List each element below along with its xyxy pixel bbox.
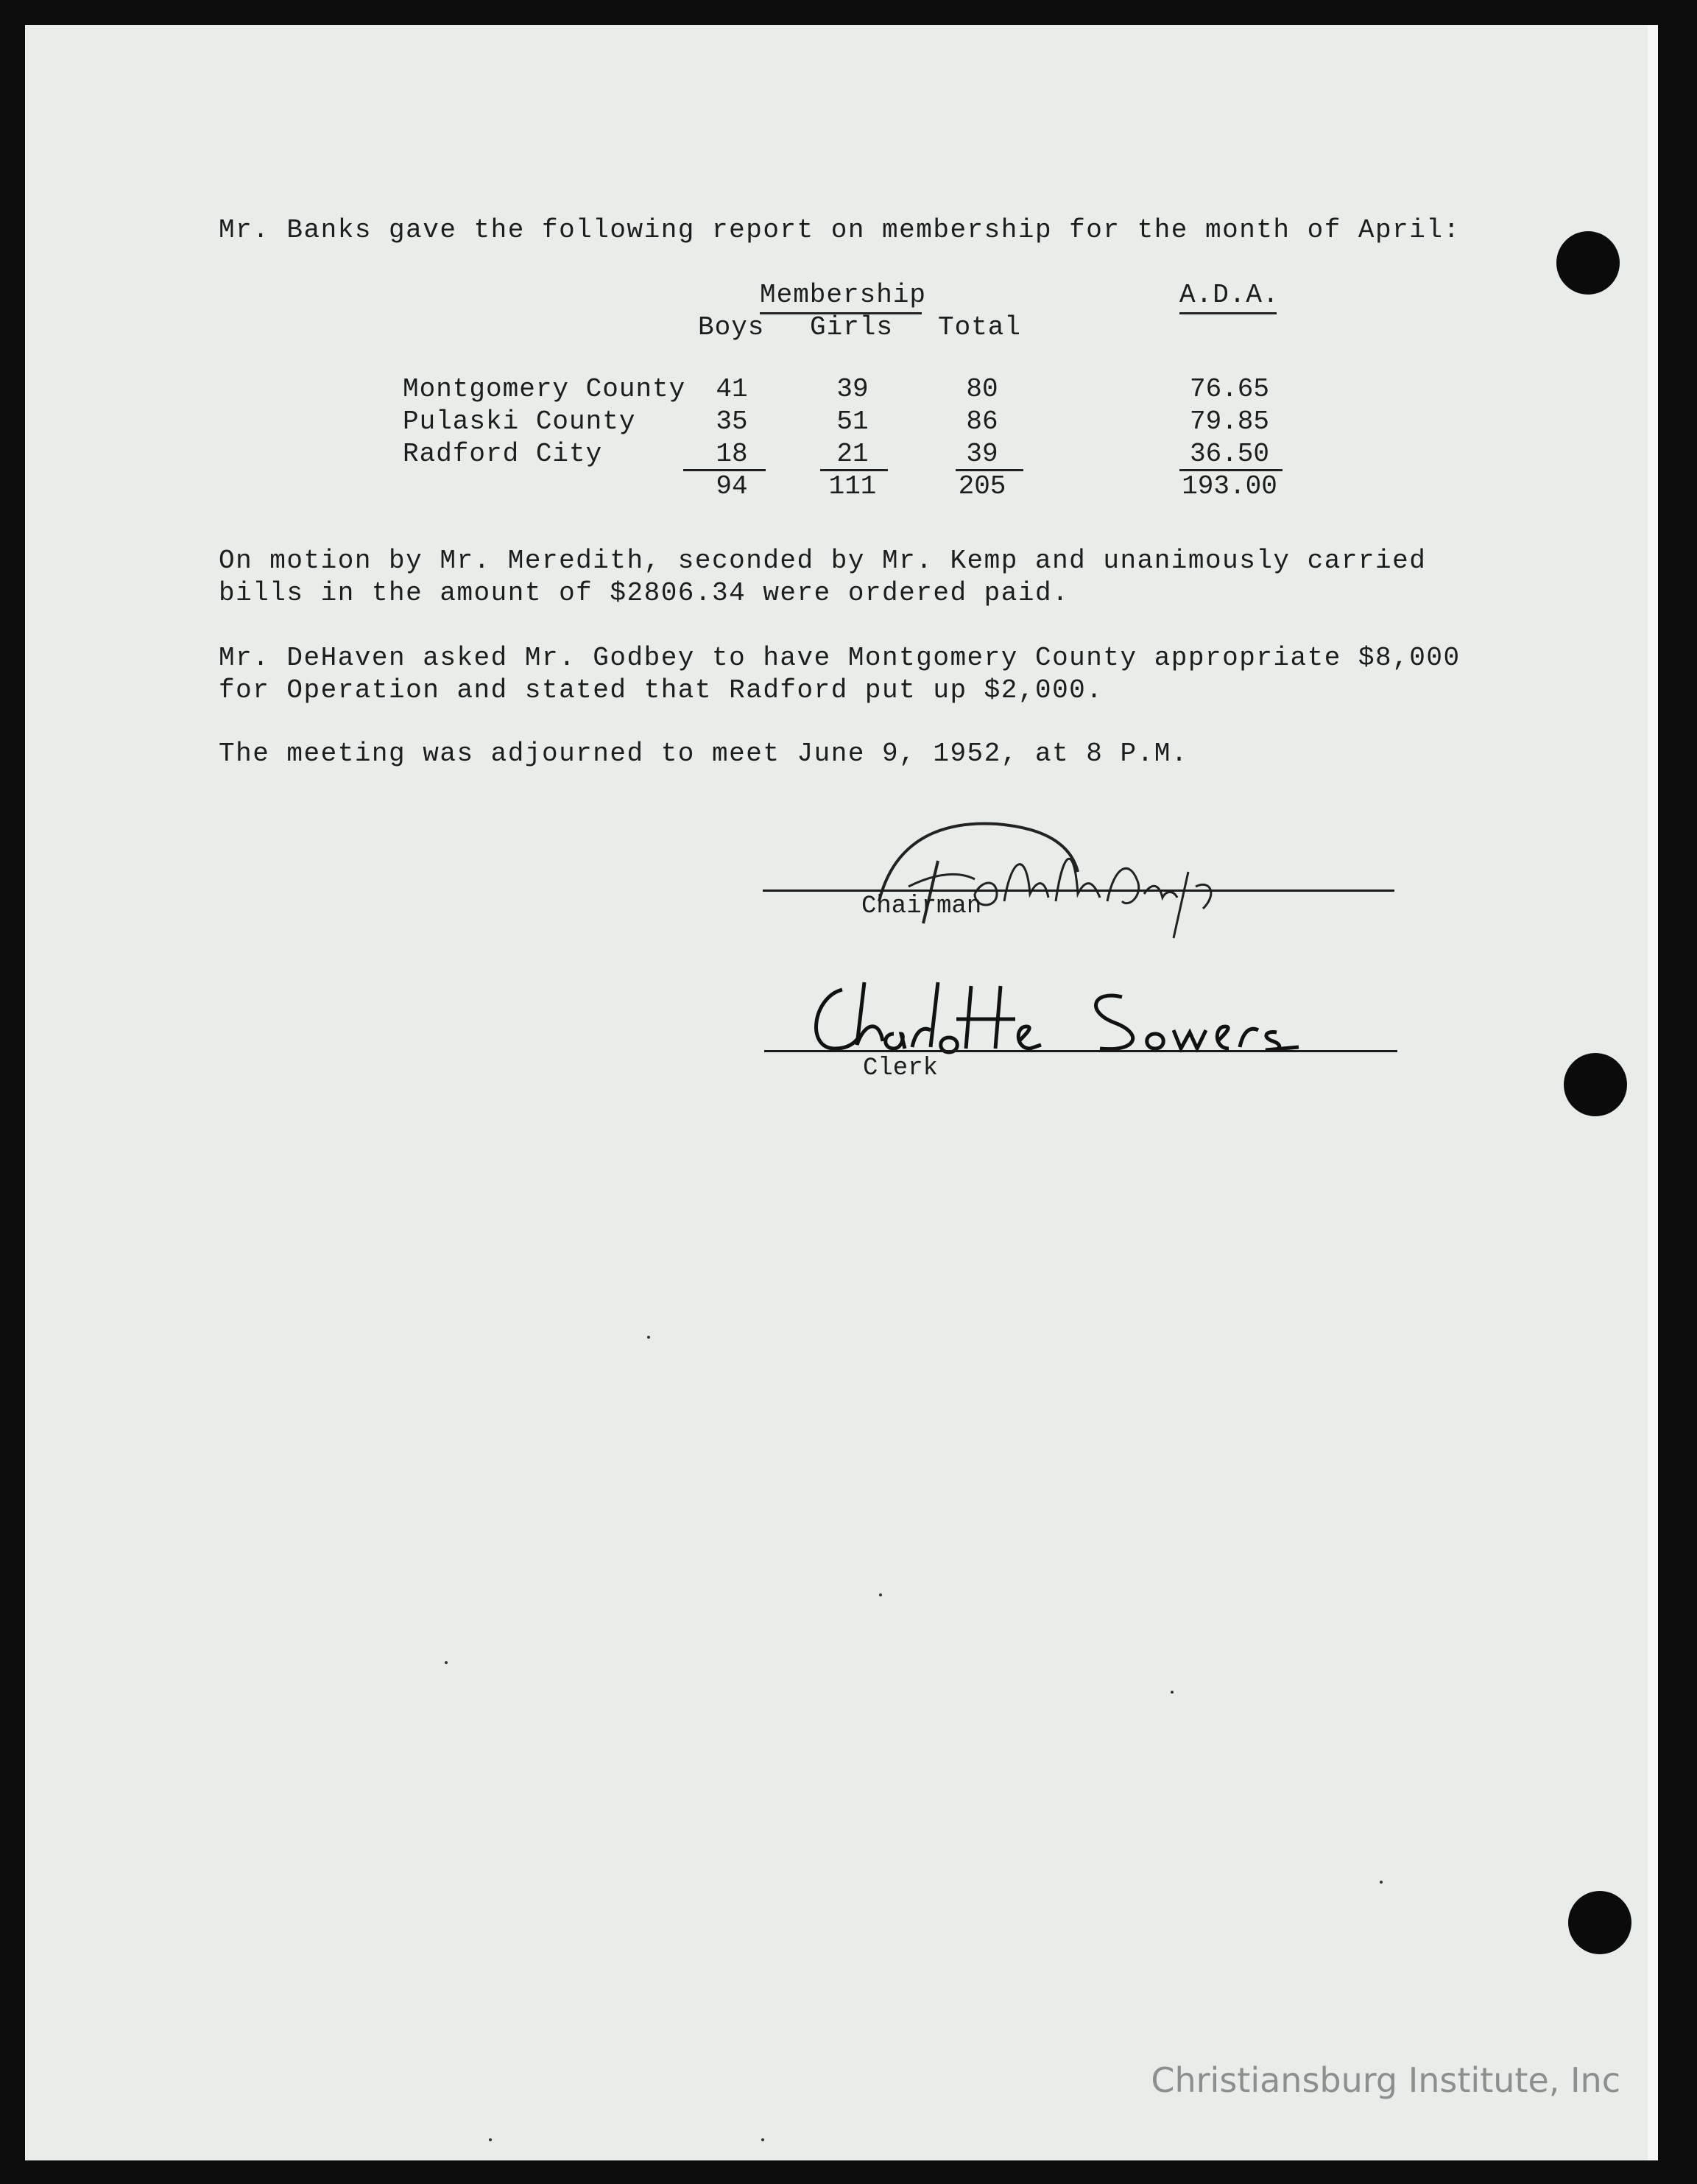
motion-line-1: On motion by Mr. Meredith, seconded by Mr. Kemp and unanimously carried [219, 546, 1427, 576]
paper-speck [1380, 1881, 1383, 1884]
watermark: Christiansburg Institute, Inc [1151, 2060, 1620, 2100]
cell-total: 39 [966, 439, 998, 469]
dehaven-line-1: Mr. DeHaven asked Mr. Godbey to have Montgomery County appropriate $8,000 [219, 643, 1461, 673]
col-header-boys: Boys [698, 312, 765, 342]
cell-ada: 36.50 [1189, 439, 1270, 469]
row-label-pulaski: Pulaski County [403, 406, 636, 437]
cell-girls: 21 [836, 439, 869, 469]
cell-ada: 76.65 [1189, 374, 1270, 404]
total-boys: 94 [716, 471, 748, 501]
punch-hole-top [1556, 231, 1620, 295]
total-ada: 193.00 [1182, 471, 1277, 501]
clerk-signature-line [764, 1050, 1397, 1052]
cell-girls: 51 [836, 406, 869, 437]
row-label-montgomery: Montgomery County [403, 374, 686, 404]
paper-speck [879, 1593, 882, 1596]
punch-hole-middle [1564, 1053, 1627, 1116]
ada-underline [1179, 312, 1277, 314]
total-total: 205 [958, 471, 1006, 501]
paper-speck [489, 2138, 492, 2141]
cell-girls: 39 [836, 374, 869, 404]
motion-paragraph [219, 545, 1426, 610]
intro-text: Mr. Banks gave the following report on membership for the month of April: [219, 215, 1461, 245]
motion-line-2: bills in the amount of $2806.34 were ordered paid. [219, 578, 1070, 608]
dehaven-line-2: for Operation and stated that Radford put up $2,000. [219, 675, 1104, 705]
cell-boys: 18 [716, 439, 748, 469]
chairman-signature-line [763, 890, 1394, 892]
ada-header: A.D.A. [1179, 280, 1280, 310]
clerk-label: Clerk [863, 1054, 939, 1082]
row-label-radford: Radford City [403, 439, 603, 469]
total-girls: 111 [828, 471, 877, 501]
cell-total: 80 [966, 374, 998, 404]
punch-hole-bottom [1568, 1891, 1631, 1954]
paper-speck [761, 2138, 764, 2141]
paper-speck [445, 1661, 448, 1664]
adjourn-line-1: The meeting was adjourned to meet June 9, 1952, at 8 P.M. [219, 739, 1188, 769]
chairman-signature [850, 791, 1291, 953]
cell-ada: 79.85 [1189, 406, 1270, 437]
cell-total: 86 [966, 406, 998, 437]
membership-header: Membership [760, 280, 927, 310]
col-header-girls: Girls [810, 312, 894, 342]
col-header-total: Total [938, 312, 1022, 342]
paper-speck [647, 1336, 650, 1339]
cell-boys: 41 [716, 374, 748, 404]
clerk-signature [791, 968, 1409, 1063]
paper-speck [1171, 1691, 1174, 1694]
cell-boys: 35 [716, 406, 748, 437]
document-page [25, 25, 1658, 2160]
chairman-label: Chairman [861, 892, 982, 920]
adjourn-paragraph [219, 738, 1188, 770]
dehaven-paragraph [219, 642, 1461, 707]
